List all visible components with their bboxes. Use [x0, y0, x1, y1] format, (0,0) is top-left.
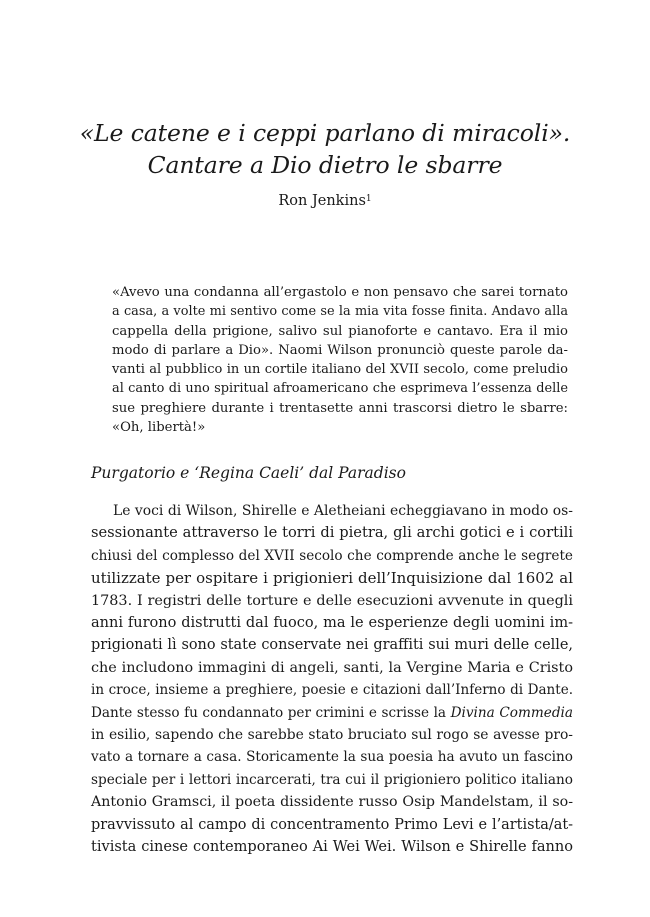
- author-name: Ron Jenkins: [278, 193, 366, 209]
- body-line-text: Dante stesso fu condannato per crimini e scrisse la: [91, 704, 447, 721]
- epigraph-line: «Avevo una condanna all’ergastolo e non pensavo che sarei tornato: [112, 285, 568, 300]
- epigraph-line: al canto di uno spiritual afroamericano che esprimeva l’essenza delle: [112, 381, 568, 397]
- epigraph-line: cappella della prigione, salivo sul pianoforte e cantavo. Era il mio: [112, 323, 568, 339]
- body-line: Le voci di Wilson, Shirelle e Aletheiani echeggiavano in modo os-: [113, 503, 573, 519]
- chapter-title: [0, 117, 650, 181]
- body-line: vato a tornare a casa. Storicamente la sua poesia ha avuto un fascino: [91, 749, 573, 766]
- body-line: 1783. I registri delle torture e delle esecuzioni avvenute in quegli: [91, 592, 573, 609]
- body-line: chiusi del complesso del XVII secolo che comprende anche le segrete: [91, 547, 573, 564]
- body-line: Antonio Gramsci, il poeta dissidente russo Osip Mandelstam, il so-: [91, 794, 573, 811]
- body-line: tivista cinese contemporaneo Ai Wei Wei. Wilson e Shirelle fanno: [91, 839, 573, 856]
- body-line: pravvissuto al campo di concentramento Primo Levi e l’artista/at-: [91, 816, 573, 833]
- body-line: che includono immagini di angeli, santi, la Vergine Maria e Cristo: [91, 659, 573, 676]
- title-line-2: Cantare a Dio dietro le sbarre: [147, 151, 503, 179]
- body-line: speciale per i lettori incarcerati, tra cui il prigioniero politico italiano: [91, 771, 573, 788]
- footnote-mark: 1: [365, 194, 372, 204]
- work-title-italic: Divina Commedia: [450, 704, 573, 721]
- title-line-1: «Le catene e i ceppi parlano di miracoli».: [79, 119, 571, 147]
- body-line: utilizzate per ospitare i prigionieri dell’Inquisizione dal 1602 al: [91, 569, 573, 588]
- body-line-with-title: [91, 702, 573, 724]
- body-line: anni furono distrutti dal fuoco, ma le esperienze degli uomini im-: [91, 615, 573, 632]
- epigraph-line: vanti al pubblico in un cortile italiano del XVII secolo, come preludio: [112, 362, 568, 378]
- epigraph: [112, 283, 568, 437]
- section-heading: Purgatorio e ‘Regina Caeli’ dal Paradiso: [91, 464, 406, 482]
- epigraph-line: a casa, a volte mi sentivo come se la mia vita fosse finita. Andavo alla: [112, 304, 568, 320]
- body-line: prigionati lì sono state conservate nei graffiti sui muri delle celle,: [91, 637, 573, 654]
- epigraph-line: sue preghiere durante i trentasette anni trascorsi dietro le sbarre:: [112, 400, 568, 416]
- body-line: sessionante attraverso le torri di pietra, gli archi gotici e i cortili: [91, 524, 573, 542]
- body-line: in esilio, sapendo che sarebbe stato bruciato sul rogo se avesse pro-: [91, 727, 573, 744]
- body-paragraph: [91, 500, 573, 859]
- epigraph-line: modo di parlare a Dio». Naomi Wilson pronunciò queste parole da-: [112, 342, 568, 358]
- author-byline: [0, 191, 650, 211]
- body-line: in croce, insieme a preghiere, poesie e citazioni dall’Inferno di Dante.: [91, 682, 573, 699]
- epigraph-line: «Oh, libertà!»: [112, 420, 206, 436]
